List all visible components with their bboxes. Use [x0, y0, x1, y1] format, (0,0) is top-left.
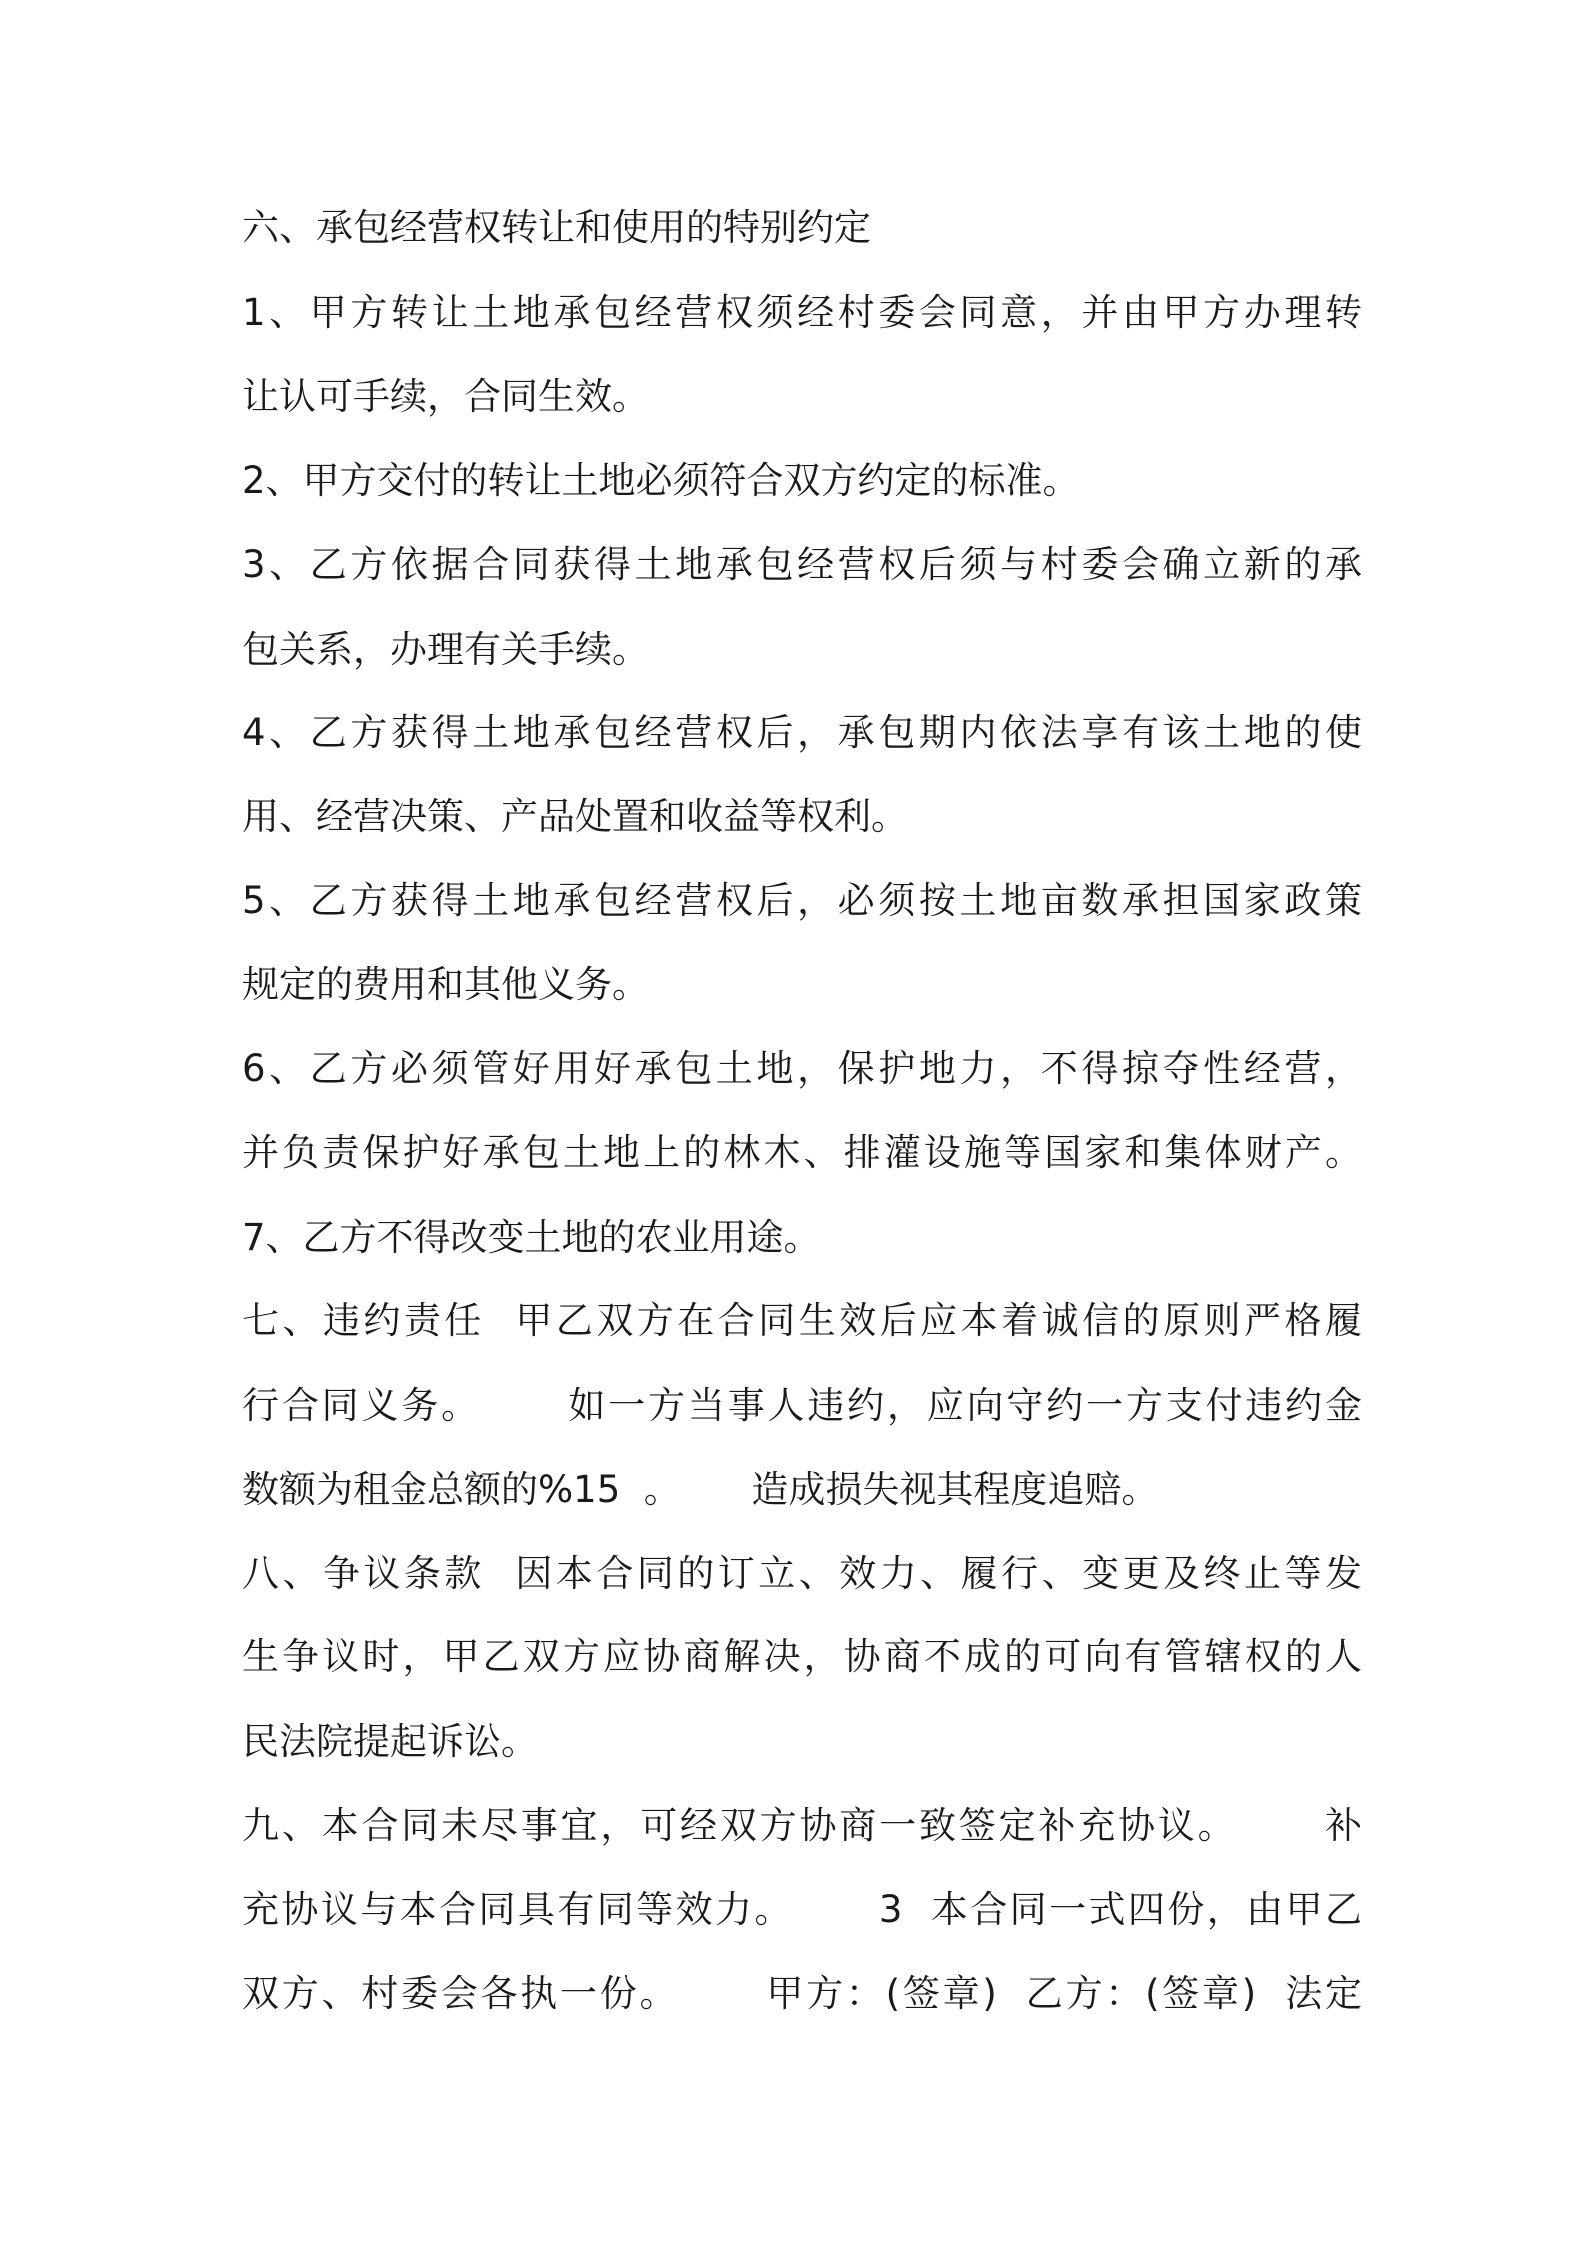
paragraph-line: 行合同义务。 如一方当事人违约，应向守约一方支付违约金: [242, 1384, 1362, 1427]
paragraph-line: 民法院提起诉讼。: [242, 1720, 538, 1763]
section-heading-7: 七、违约责任 甲乙双方在合同生效后应本着诚信的原则严格履: [242, 1299, 1362, 1342]
paragraph-line: 1、甲方转让土地承包经营权须经村委会同意，并由甲方办理转: [242, 291, 1362, 334]
paragraph-line: 包关系，办理有关手续。: [242, 628, 649, 671]
paragraph-line: 让认可手续，合同生效。: [242, 375, 649, 418]
paragraph-line: 7、乙方不得改变土地的农业用途。: [242, 1216, 821, 1259]
section-heading-8: 八、争议条款 因本合同的订立、效力、履行、变更及终止等发: [242, 1552, 1362, 1595]
section-heading-6: 六、承包经营权转让和使用的特别约定: [242, 206, 871, 249]
paragraph-line: 生争议时，甲乙双方应协商解决，协商不成的可向有管辖权的人: [242, 1635, 1362, 1678]
paragraph-line: 用、经营决策、产品处置和收益等权利。: [242, 795, 908, 838]
paragraph-line: 5、乙方获得土地承包经营权后，必须按土地亩数承担国家政策: [242, 879, 1362, 922]
paragraph-line: 充协议与本合同具有同等效力。 3 本合同一式四份，由甲乙: [242, 1888, 1362, 1931]
paragraph-line: 数额为租金总额的%15 。 造成损失视其程度追赔。: [242, 1468, 1159, 1511]
signature-line: 双方、村委会各执一份。 甲方：(签章) 乙方：(签章) 法定: [242, 1972, 1362, 2015]
paragraph-line: 6、乙方必须管好用好承包土地，保护地力，不得掠夺性经营，: [242, 1047, 1362, 1090]
paragraph-line: 并负责保护好承包土地上的林木、排灌设施等国家和集体财产。: [242, 1131, 1362, 1174]
paragraph-line: 规定的费用和其他义务。: [242, 963, 649, 1006]
paragraph-line: 2、甲方交付的转让土地必须符合双方约定的标准。: [242, 459, 1080, 502]
section-heading-9: 九、本合同未尽事宜，可经双方协商一致签定补充协议。 补: [242, 1804, 1362, 1847]
paragraph-line: 4、乙方获得土地承包经营权后，承包期内依法享有该土地的使: [242, 711, 1362, 754]
paragraph-line: 3、乙方依据合同获得土地承包经营权后须与村委会确立新的承: [242, 543, 1362, 586]
